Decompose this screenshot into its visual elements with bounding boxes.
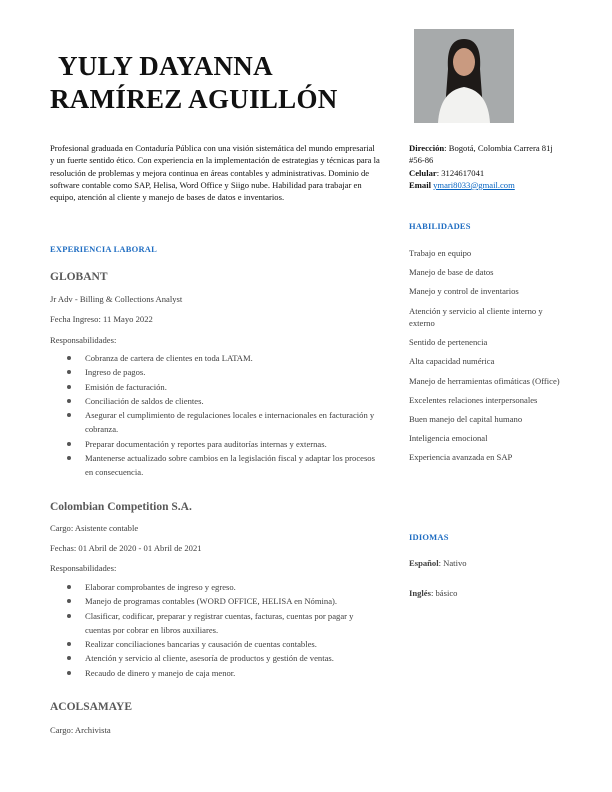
skill-item: Manejo de base de datos (409, 267, 494, 278)
skill-item: Buen manejo del capital humano (409, 414, 523, 424)
skill-item: Manejo y control de inventarios (409, 286, 519, 297)
list-item: Preparar documentación y reportes para auditorías internas y externas. (50, 437, 380, 451)
languages-heading: IDIOMAS (409, 532, 449, 542)
profile-summary: Profesional graduada en Contaduría Pública con una visión sistemática del mundo empresarial y un fuerte sentido ético. Con experiencia en la implementación de estrategias y técnicas para la resolución de problemas y mejora continua en áreas contables y administrativas. Dominio de software contable como SAP, Helisa, Word Office y Siigo nube. Habilidad para trabajar en equipo, atención al cliente y manejo de bases de datos e inventarios. (50, 143, 380, 203)
job-dates: Fechas: 01 Abril de 2020 - 01 Abril de 2021 (50, 543, 202, 553)
skill-item: Excelentes relaciones interpersonales (409, 394, 538, 405)
job-dates: Fecha Ingreso: 11 Mayo 2022 (50, 314, 153, 324)
candidate-name: YULY DAYANNA RAMÍREZ AGUILLÓN (50, 51, 338, 114)
company-name: Colombian Competition S.A. (50, 501, 192, 513)
skill-item: Alta capacidad numérica (409, 356, 495, 367)
experience-heading: EXPERIENCIA LABORAL (50, 244, 157, 254)
list-item: Clasificar, codificar, preparar y registrar cuentas, facturas, cuentas por pagar y cuentas por cobrar en libros auxiliares. (50, 609, 380, 638)
responsibilities-list (50, 580, 380, 680)
list-item: Realizar conciliaciones bancarias y causación de cuentas contables. (50, 637, 380, 651)
language-item: Español: Nativo (409, 558, 467, 568)
responsibilities-label: Responsabilidades: (50, 335, 117, 345)
list-item: Conciliación de saldos de clientes. (50, 394, 380, 408)
company-name: GLOBANT (50, 271, 108, 283)
list-item: Mantenerse actualizado sobre cambios en la legislación fiscal y adaptar los procesos en consecuencia. (50, 451, 380, 480)
company-name: ACOLSAMAYE (50, 701, 133, 713)
skill-item: Sentido de pertenencia (409, 337, 488, 348)
list-item: Atención y servicio al cliente, asesoría de productos y gestión de ventas. (50, 651, 380, 665)
list-item: Asegurar el cumplimiento de regulaciones locales e internacionales en facturación y cobranza. (50, 408, 380, 437)
responsibilities-label: Responsabilidades: (50, 563, 117, 573)
contact-info: Dirección: Bogotá, Colombia Carrera 81j #56-86 Celular: 3124617041 Email ymari8033@gmail.com (409, 143, 553, 190)
email-link[interactable]: ymari8033@gmail.com (433, 179, 515, 190)
skill-item: Manejo de herramientas ofimáticas (Office) (409, 375, 560, 386)
skills-list (409, 247, 569, 471)
list-item: Ingreso de pagos. (50, 365, 380, 379)
skill-item: Trabajo en equipo (409, 248, 472, 258)
list-item: Elaborar comprobantes de ingreso y egreso. (50, 580, 380, 594)
job-role: Cargo: Asistente contable (50, 523, 139, 533)
profile-photo (414, 29, 514, 123)
job-role: Jr Adv - Billing & Collections Analyst (50, 294, 183, 304)
language-item: Inglés: básico (409, 588, 458, 598)
skill-item: Experiencia avanzada en SAP (409, 452, 513, 463)
job-role: Cargo: Archivista (50, 725, 111, 735)
list-item: Emisión de facturación. (50, 380, 380, 394)
responsibilities-list (50, 351, 380, 480)
list-item: Manejo de programas contables (WORD OFFICE, HELISA en Nómina). (50, 594, 380, 608)
list-item: Cobranza de cartera de clientes en toda LATAM. (50, 351, 380, 365)
skill-item: Inteligencia emocional (409, 433, 488, 444)
skill-item: Atención y servicio al cliente interno y externo (409, 305, 543, 329)
skills-heading: HABILIDADES (409, 221, 471, 231)
list-item: Recaudo de dinero y manejo de caja menor. (50, 666, 380, 680)
